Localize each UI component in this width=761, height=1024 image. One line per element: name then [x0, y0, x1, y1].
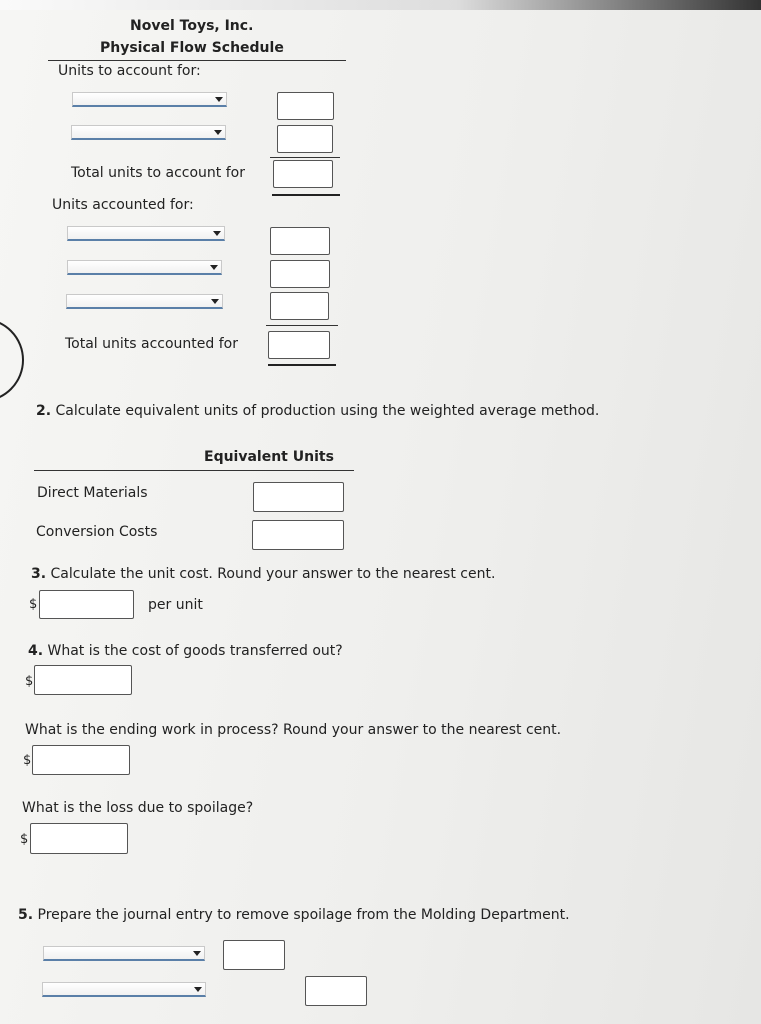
units-accounted-select-2[interactable]: [67, 260, 222, 275]
cost-transferred-out-input[interactable]: [34, 665, 132, 695]
subtotal-line: [270, 157, 340, 158]
question-2: [36, 403, 599, 419]
chevron-down-icon: [215, 97, 223, 102]
journal-account-select-2[interactable]: [42, 982, 206, 997]
per-unit-label: per unit: [148, 597, 203, 613]
journal-account-select-1[interactable]: [43, 946, 205, 961]
units-accounted-for-label: Units accounted for:: [52, 197, 194, 213]
conversion-costs-input[interactable]: [252, 520, 344, 550]
header-divider: [48, 60, 346, 61]
journal-debit-input[interactable]: [223, 940, 285, 970]
question-text: Prepare the journal entry to remove spoilage from the Molding Department.: [37, 907, 570, 923]
direct-materials-input[interactable]: [253, 482, 344, 512]
spoilage-question: What is the loss due to spoilage?: [22, 800, 254, 816]
question-number: 2.: [36, 403, 52, 419]
chevron-down-icon: [214, 130, 222, 135]
units-to-account-select-2[interactable]: [71, 125, 226, 140]
chevron-down-icon: [210, 265, 218, 270]
units-to-account-select-1[interactable]: [72, 92, 227, 107]
chevron-down-icon: [193, 951, 201, 956]
units-accounted-input-2[interactable]: [270, 260, 330, 288]
question-text: What is the cost of goods transferred out?: [47, 643, 343, 659]
units-to-account-for-label: Units to account for:: [58, 63, 201, 79]
question-number: 3.: [31, 566, 47, 582]
chevron-down-icon: [213, 231, 221, 236]
units-accounted-select-1[interactable]: [67, 226, 225, 241]
conversion-costs-label: Conversion Costs: [36, 524, 158, 540]
chevron-down-icon: [194, 987, 202, 992]
question-5: [18, 907, 570, 923]
window-edge: [0, 0, 761, 10]
units-to-account-input-1[interactable]: [277, 92, 334, 120]
chevron-down-icon: [211, 299, 219, 304]
currency-symbol: $: [20, 832, 29, 847]
radio-circle-partial[interactable]: [0, 318, 24, 402]
schedule-title: Physical Flow Schedule: [100, 40, 284, 56]
currency-symbol: $: [25, 674, 34, 689]
ending-wip-input[interactable]: [32, 745, 130, 775]
question-3: [31, 566, 495, 582]
units-accounted-input-1[interactable]: [270, 227, 330, 255]
units-accounted-input-3[interactable]: [270, 292, 329, 320]
currency-symbol: $: [29, 597, 38, 612]
units-to-account-input-2[interactable]: [277, 125, 333, 153]
equivalent-units-header: Equivalent Units: [204, 449, 334, 465]
question-4: [28, 643, 343, 659]
table-header-divider: [34, 470, 354, 471]
journal-credit-input[interactable]: [305, 976, 367, 1006]
total-units-accounted-label: Total units accounted for: [65, 336, 238, 352]
total-units-accounted-input[interactable]: [268, 331, 330, 359]
unit-cost-input[interactable]: [39, 590, 134, 619]
question-text: Calculate equivalent units of production using the weighted average method.: [55, 403, 600, 419]
total-double-line-2: [268, 364, 336, 366]
company-name: Novel Toys, Inc.: [130, 18, 254, 34]
total-units-to-account-label: Total units to account for: [71, 165, 245, 181]
question-number: 4.: [28, 643, 44, 659]
currency-symbol: $: [23, 753, 32, 768]
question-number: 5.: [18, 907, 34, 923]
direct-materials-label: Direct Materials: [37, 485, 148, 501]
ending-wip-question: What is the ending work in process? Round your answer to the nearest cent.: [25, 722, 562, 738]
loss-spoilage-input[interactable]: [30, 823, 128, 854]
question-text: Calculate the unit cost. Round your answer to the nearest cent.: [50, 566, 496, 582]
total-double-line: [272, 194, 340, 196]
total-units-to-account-input[interactable]: [273, 160, 333, 188]
subtotal-line-2: [266, 325, 338, 326]
units-accounted-select-3[interactable]: [66, 294, 223, 309]
